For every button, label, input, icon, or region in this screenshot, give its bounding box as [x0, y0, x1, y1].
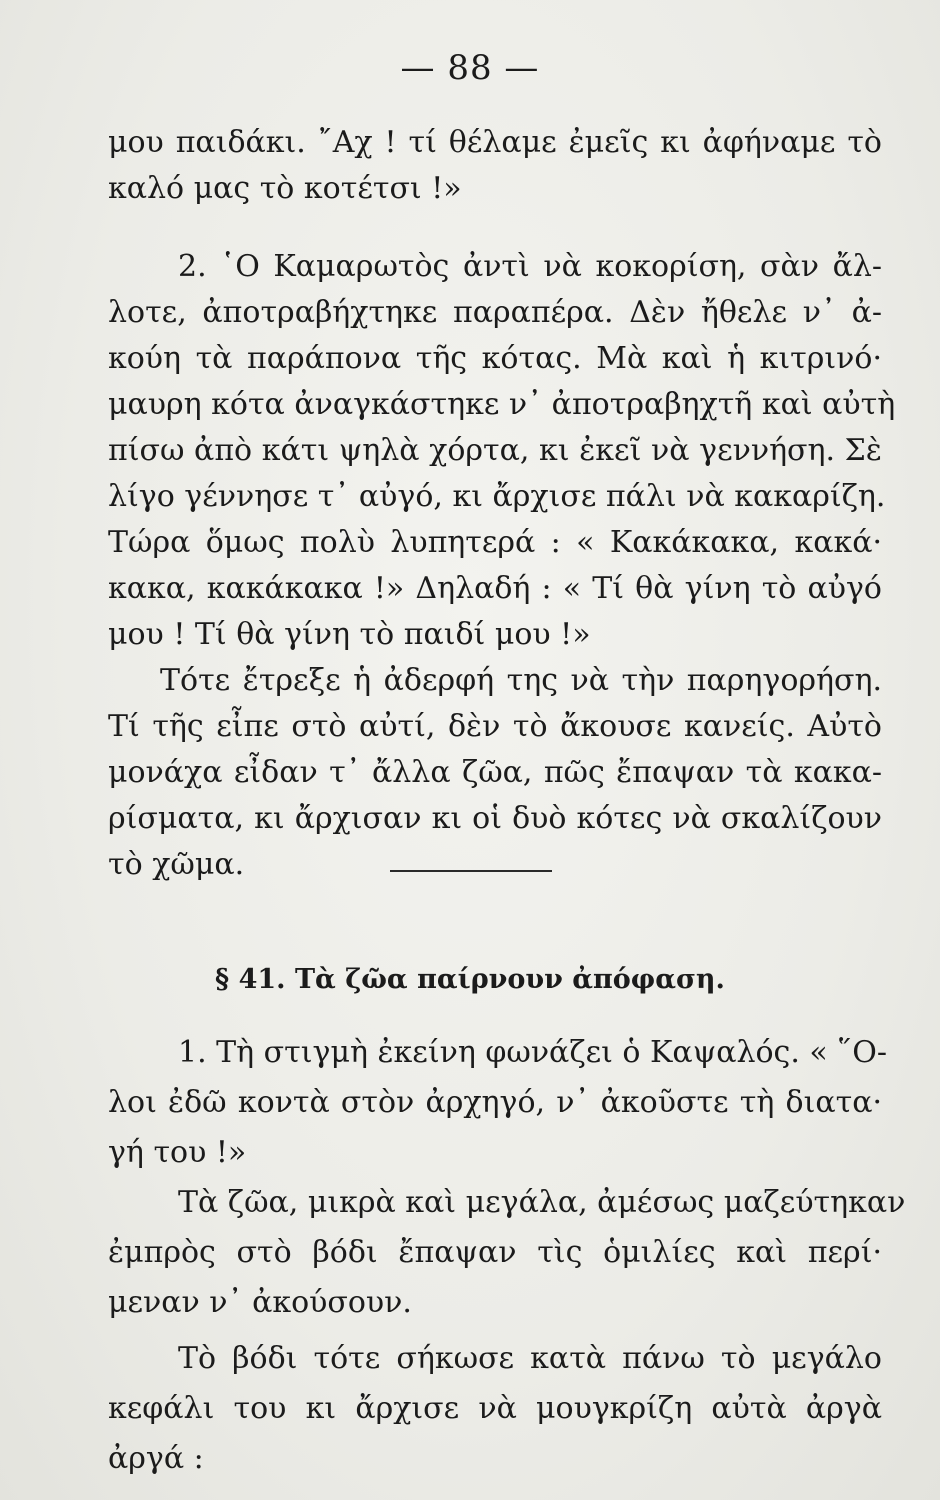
text-line: γή του !»: [108, 1135, 247, 1170]
text-line: Τότε ἔτρεξε ἡ ἀδερφή της νὰ τὴν παρηγορήση.: [160, 663, 882, 698]
text-line: καλό μας τὸ κοτέτσι !»: [108, 171, 462, 206]
text-line: ρίσματα, κι ἄρχισαν κι οἱ δυὸ κότες νὰ σκαλίζουν: [108, 801, 882, 836]
text-line: ἐμπρὸς στὸ βόδι ἔπαψαν τὶς ὁμιλίες καὶ περί·: [108, 1235, 882, 1270]
section-divider: [390, 870, 552, 872]
text-line: λοτε, ἀποτραβήχτηκε παραπέρα. Δὲν ἤθελε ν᾽ ἀ-: [108, 295, 882, 330]
text-line: κεφάλι του κι ἄρχισε νὰ μουγκρίζη αὐτὰ ἀργὰ: [108, 1391, 882, 1426]
text-line: Τώρα ὅμως πολὺ λυπητερά : « Κακάκακα, κακά·: [108, 525, 882, 560]
page-number: — 88 —: [400, 48, 540, 88]
text-line: λίγο γέννησε τ᾽ αὐγό, κι ἄρχισε πάλι νὰ κακαρίζη.: [108, 479, 886, 514]
text-line: Τὸ βόδι τότε σήκωσε κατὰ πάνω τὸ μεγάλο: [178, 1341, 882, 1376]
text-line: τὸ χῶμα.: [108, 847, 245, 882]
text-line: πίσω ἀπὸ κάτι ψηλὰ χόρτα, κι ἐκεῖ νὰ γεννήση. Σὲ: [108, 433, 882, 468]
text-line: 1. Τὴ στιγμὴ ἐκείνη φωνάζει ὁ Καψαλός. « ῞Ο-: [178, 1035, 888, 1070]
text-line: 2. ῾Ο Καμαρωτὸς ἀντὶ νὰ κοκορίση, σὰν ἄλ-: [178, 249, 882, 284]
text-line: μου παιδάκι. ῎Αχ ! τί θέλαμε ἐμεῖς κι ἀφήναμε τὸ: [108, 125, 882, 160]
text-line: μαυρη κότα ἀναγκάστηκε ν᾽ ἀποτραβηχτῆ καὶ αὐτὴ: [108, 387, 896, 422]
section-heading: § 41. Τὰ ζῶα παίρνουν ἀπόφαση.: [215, 964, 725, 995]
text-line: κούη τὰ παράπονα τῆς κότας. Μὰ καὶ ἡ κιτρινό·: [108, 341, 882, 376]
text-line: μεναν ν᾽ ἀκούσουν.: [108, 1285, 412, 1320]
text-line: ἀργά :: [108, 1441, 204, 1476]
text-line: κακα, κακάκακα !» Δηλαδή : « Τί θὰ γίνη τὸ αὐγό: [108, 571, 882, 606]
text-line: Τί τῆς εἶπε στὸ αὐτί, δὲν τὸ ἄκουσε κανείς. Αὐτὸ: [108, 709, 882, 744]
text-line: λοι ἐδῶ κοντὰ στὸν ἀρχηγό, ν᾽ ἀκοῦστε τὴ διατα·: [108, 1085, 882, 1120]
text-line: Τὰ ζῶα, μικρὰ καὶ μεγάλα, ἀμέσως μαζεύτηκαν: [178, 1185, 906, 1220]
text-line: μονάχα εἶδαν τ᾽ ἄλλα ζῶα, πῶς ἔπαψαν τὰ κακα-: [108, 755, 882, 790]
text-line: μου ! Τί θὰ γίνη τὸ παιδί μου !»: [108, 617, 591, 652]
